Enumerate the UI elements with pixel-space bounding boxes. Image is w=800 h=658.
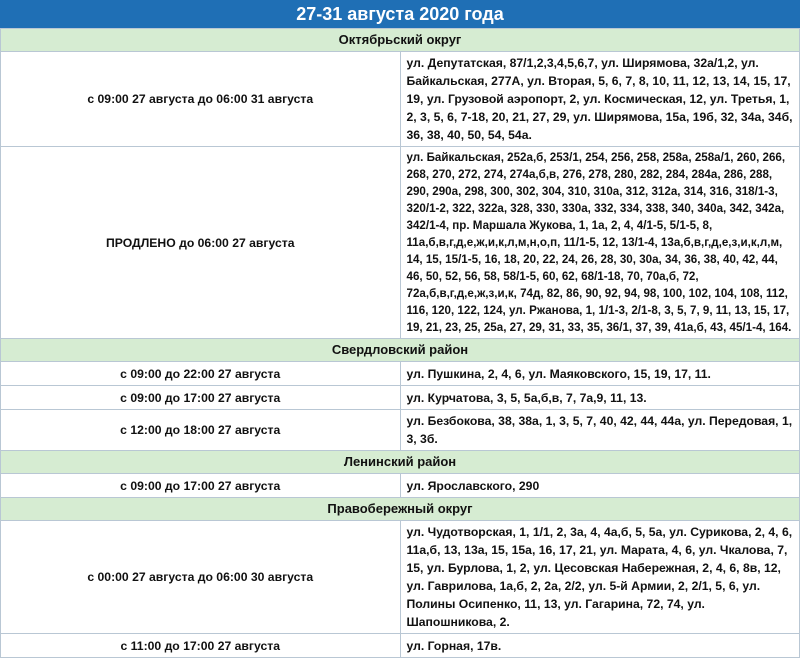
section-header [1,339,800,362]
address-cell: ул. Депутатская, 87/1,2,3,4,5,6,7, ул. Ширямова, 32а/1,2, ул. Байкальская, 277А, ул. Вторая, 5, 6, 7, 8, 10, 11, 12, 13, 14, 15, 17, 19, ул. Грузовой аэропорт, 2, ул. Космическая, 12, ул. Третья, 1, 2, 3, 5, 6, 7-18, 20, 21, 27, 29, ул. Ширямова, 15а, 19б, 32, 34а, 34б, 36, 38, 40, 50, 54, 54а. [400,52,800,147]
section-header [1,29,800,52]
table-row [1,521,800,634]
time-cell: с 12:00 до 18:00 27 августа [1,410,401,451]
time-cell: с 09:00 до 17:00 27 августа [1,386,401,410]
section-title: Ленинский район [1,451,800,474]
table-row [1,634,800,658]
address-cell: ул. Безбокова, 38, 38а, 1, 3, 5, 7, 40, 42, 44, 44а, ул. Передовая, 1, 3, 3б. [400,410,800,451]
table-row [1,386,800,410]
time-cell: с 09:00 до 17:00 27 августа [1,474,401,498]
section-title: Октябрьский округ [1,29,800,52]
address-cell: ул. Ярославского, 290 [400,474,800,498]
table-row [1,410,800,451]
outage-schedule-table [0,28,800,658]
time-cell: ПРОДЛЕНО до 06:00 27 августа [1,147,401,339]
time-cell: с 09:00 до 22:00 27 августа [1,362,401,386]
section-header [1,451,800,474]
address-cell: ул. Курчатова, 3, 5, 5а,б,в, 7, 7а,9, 11, 13. [400,386,800,410]
address-cell: ул. Байкальская, 252а,б, 253/1, 254, 256, 258, 258а, 258а/1, 260, 266, 268, 270, 272, 274, 274а,б,в, 276, 278, 280, 282, 284, 284а, 286, 288, 290, 290а, 298, 300, 302, 304, 310, 310а, 312, 312а, 314, 316, 318/1-3, 320/1-2, 322, 322а, 328, 330, 330а, 332, 334, 338, 340, 340а, 342, 342а, 342/1-4, пр. Маршала Жукова, 1, 1а, 2, 4, 4/1-5, 5/1-5, 8, 11а,б,в,г,д,е,ж,и,к,л,м,н,о,п, 11/1-5, 12, 13/1-4, 13а,б,в,г,д,е,з,и,к,л,м, 14, 15, 15/1-5, 16, 18, 20, 22, 24, 26, 28, 30, 30а, 34, 36, 38, 40, 42, 44, 46, 50, 52, 56, 58, 58/1-5, 60, 62, 68/1-18, 70, 70а,б, 72, 72а,б,в,г,д,е,ж,з,и,к, 74д, 82, 86, 90, 92, 94, 98, 100, 102, 104, 108, 112, 116, 120, 122, 124, ул. Ржанова, 1, 1/1-3, 2/1-8, 3, 5, 7, 9, 11, 13, 15, 17, 19, 21, 23, 25, 25а, 27, 29, 31, 33, 35, 36/1, 37, 39, 41а,б, 43, 45/1-4, 164. [400,147,800,339]
time-cell: с 00:00 27 августа до 06:00 30 августа [1,521,401,634]
table-row [1,362,800,386]
address-cell: ул. Пушкина, 2, 4, 6, ул. Маяковского, 15, 19, 17, 11. [400,362,800,386]
section-title: Свердловский район [1,339,800,362]
section-title: Правобережный округ [1,498,800,521]
address-cell: ул. Горная, 17в. [400,634,800,658]
table-row [1,474,800,498]
table-row [1,52,800,147]
section-header [1,498,800,521]
page-title: 27-31 августа 2020 года [0,0,800,28]
time-cell: с 09:00 27 августа до 06:00 31 августа [1,52,401,147]
address-cell: ул. Чудотворская, 1, 1/1, 2, 3а, 4, 4а,б, 5, 5а, ул. Сурикова, 2, 4, 6, 11а,б, 13, 13а, 15, 15а, 16, 17, 21, ул. Марата, 4, 6, ул. Чкалова, 7, 15, ул. Бурлова, 1, 2, ул. Цесовская Набережная, 2, 4, 6, 8в, 12, ул. Гаврилова, 1а,б, 2, 2а, 2/2, ул. 5-й Армии, 2, 2/1, 5, 6, ул. Полины Осипенко, 11, 13, ул. Гагарина, 72, 74, ул. Шапошникова, 2. [400,521,800,634]
time-cell: с 11:00 до 17:00 27 августа [1,634,401,658]
table-row [1,147,800,339]
